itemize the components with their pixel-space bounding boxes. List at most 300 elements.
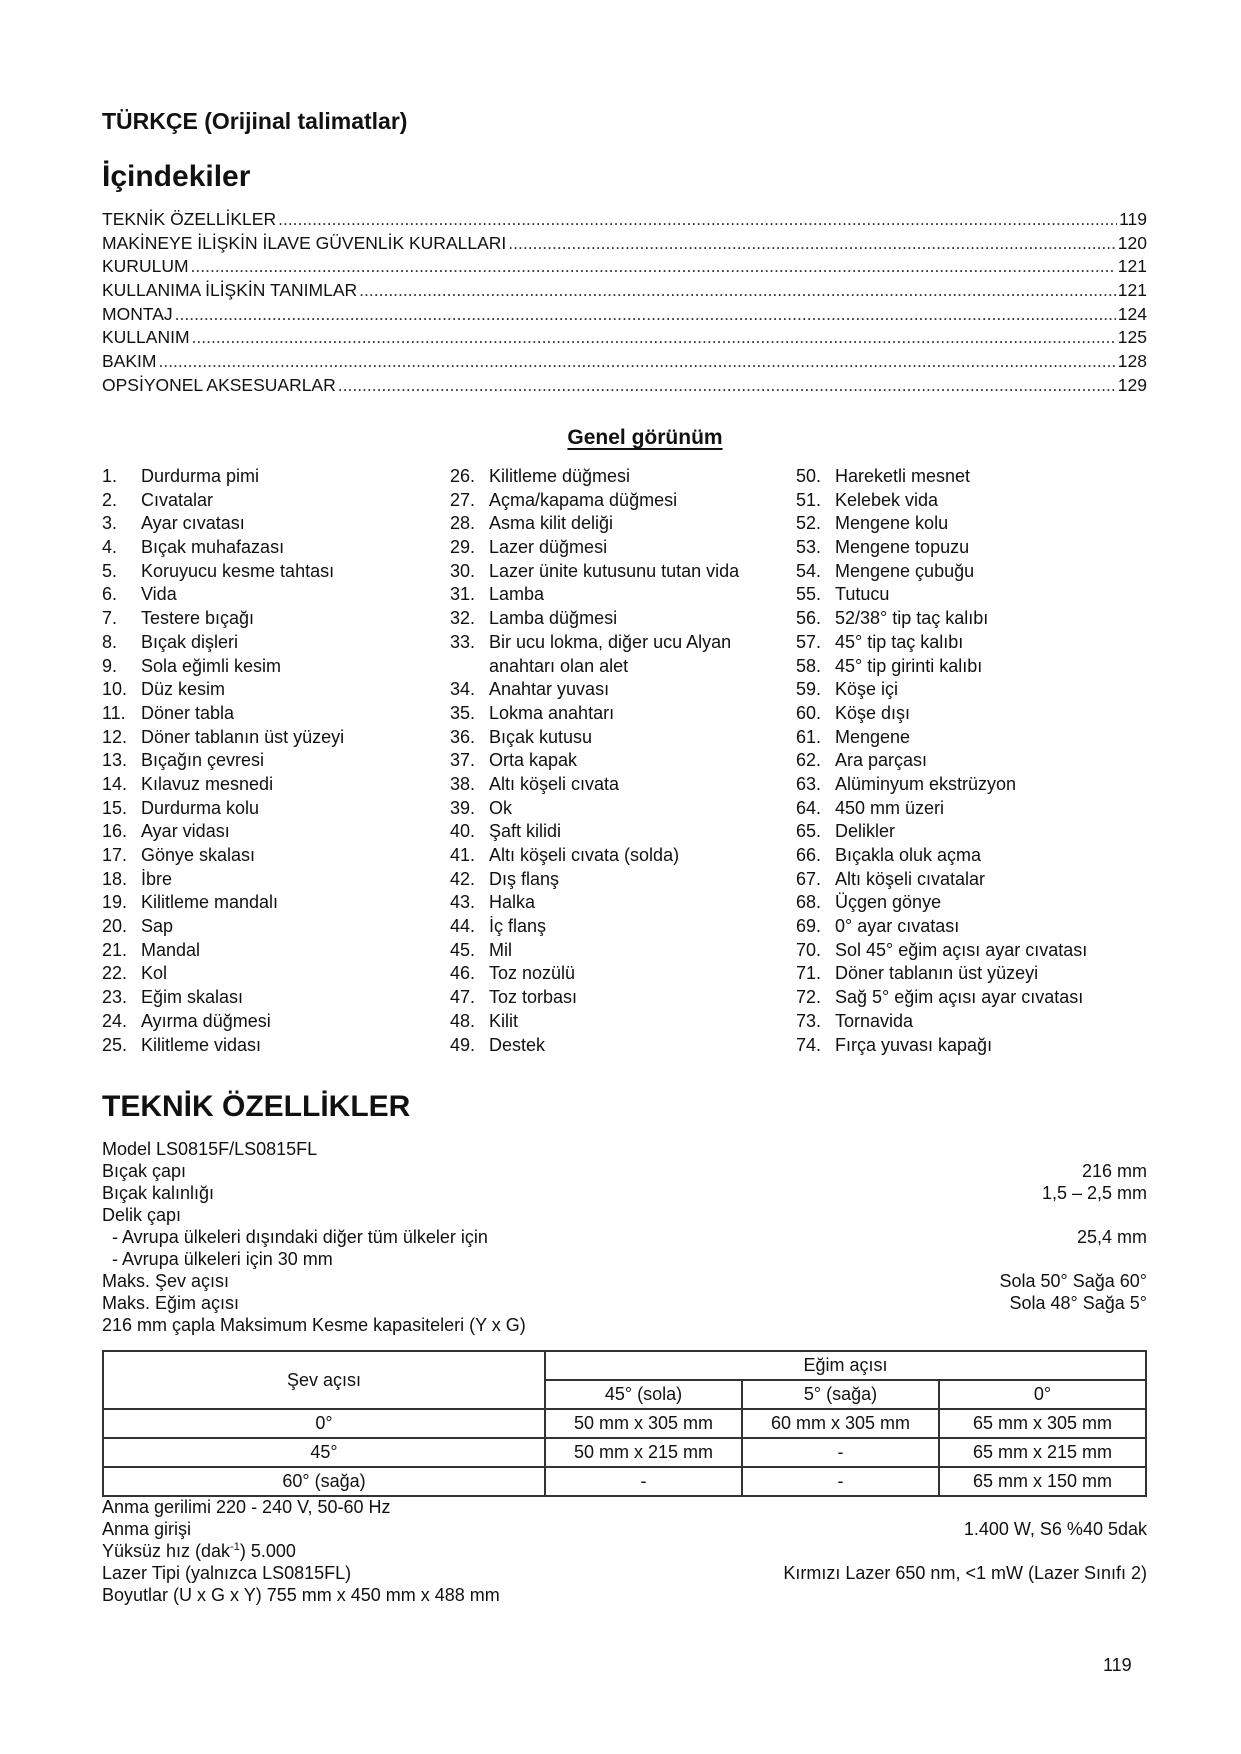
part-list-item [796, 939, 1087, 963]
part-name: Ok [489, 797, 513, 818]
part-list-item [102, 678, 344, 702]
part-name: 450 mm üzeri [835, 797, 945, 818]
spec-label: - Avrupa ülkeleri için 30 mm [112, 1249, 333, 1269]
part-name: Sağ 5° eğim açısı ayar cıvatası [835, 987, 1084, 1008]
part-name: Eğim skalası [141, 987, 244, 1008]
toc-entry[interactable] [102, 279, 1147, 303]
part-list-item [450, 844, 759, 868]
part-number: 17. [102, 845, 128, 865]
part-list-item [796, 749, 1087, 773]
part-name: Kilit [489, 1010, 519, 1031]
part-name: Mengene topuzu [835, 537, 970, 558]
part-number: 36. [450, 726, 476, 747]
part-name: Mengene kolu [835, 513, 949, 534]
part-name: Lazer ünite kutusunu tutan vida [489, 560, 740, 581]
part-number: 47. [450, 987, 476, 1008]
part-list-item [450, 986, 759, 1010]
part-name: Ayar cıvatası [141, 513, 245, 534]
part-name: Bir ucu lokma, diğer ucu Alyan anahtarı olan alet [489, 631, 732, 676]
part-number: 19. [102, 892, 128, 913]
part-list-item [102, 868, 344, 892]
part-list-item [102, 536, 344, 560]
part-number: 35. [450, 702, 476, 723]
part-list-item [450, 773, 759, 797]
part-number: 28. [450, 513, 476, 534]
page-number: 119 [1103, 1655, 1132, 1675]
part-number: 4. [102, 537, 118, 558]
part-list-item [450, 797, 759, 821]
part-name: Bıçak muhafazası [141, 537, 285, 558]
part-name: Bıçağın çevresi [141, 750, 265, 771]
part-number: 10. [102, 679, 128, 700]
part-name: Testere bıçağı [141, 608, 255, 629]
part-name: Mandal [141, 939, 201, 960]
part-name: Kılavuz mesnedi [141, 773, 274, 794]
part-number: 69. [796, 916, 822, 937]
part-number: 54. [796, 560, 822, 581]
part-name: Sol 45° eğim açısı ayar cıvatası [835, 939, 1088, 960]
part-name: Mil [489, 939, 512, 960]
toc-entry-page: 120 [1117, 232, 1147, 253]
part-number: 11. [102, 702, 126, 723]
spec-blade-thickness [102, 1182, 1147, 1204]
parts-list-column-1 [102, 465, 344, 1057]
toc-leader [191, 255, 1116, 278]
general-view-title [0, 426, 1241, 450]
spec-value: 1,5 – 2,5 mm [1041, 1183, 1147, 1203]
part-list-item [102, 939, 344, 963]
toc-entry-page: 121 [1117, 256, 1147, 277]
part-name: Ara parçası [835, 750, 928, 771]
part-list-item [102, 820, 344, 844]
spec-value: Sola 48° Sağa 5° [1009, 1293, 1147, 1313]
part-name: Lokma anahtarı [489, 702, 615, 723]
bevel-col-header: 45° (sola) [545, 1380, 742, 1409]
spec-laser-type [102, 1562, 1147, 1584]
part-number: 46. [450, 963, 476, 984]
part-name: Tutucu [835, 584, 890, 605]
part-name: Kilitleme düğmesi [489, 466, 631, 486]
capacity-cell: 65 mm x 150 mm [939, 1467, 1146, 1496]
part-number: 49. [450, 1034, 476, 1055]
part-list-item [796, 560, 1087, 584]
part-list-item [102, 986, 344, 1010]
spec-label [102, 1540, 296, 1562]
part-list-item [796, 1010, 1087, 1034]
part-number: 70. [796, 939, 822, 960]
part-list-item [796, 631, 1087, 655]
toc-entry-page: 128 [1117, 351, 1147, 372]
part-list-item [450, 868, 759, 892]
part-list-item [102, 560, 344, 584]
part-number: 21. [102, 939, 128, 960]
toc-entry[interactable] [102, 350, 1147, 374]
part-name: Fırça yuvası kapağı [835, 1034, 993, 1055]
part-number: 60. [796, 702, 822, 723]
part-number: 37. [450, 750, 476, 771]
part-number: 8. [102, 631, 118, 652]
part-list-item [796, 536, 1087, 560]
part-list-item [102, 655, 344, 679]
part-name: Ayar vidası [141, 821, 230, 842]
spec-dimensions [102, 1584, 1147, 1606]
toc-entry[interactable] [102, 326, 1147, 350]
part-name: Lazer düğmesi [489, 537, 608, 558]
toc-entry-label: OPSİYONEL AKSESUARLAR [102, 374, 336, 395]
part-name: Destek [489, 1034, 546, 1055]
part-number: 57. [796, 631, 822, 652]
part-name: Delikler [835, 821, 896, 842]
part-name: 0° ayar cıvatası [835, 916, 960, 937]
part-name: Lamba [489, 584, 545, 605]
part-number: 44. [450, 916, 476, 937]
part-number: 52. [796, 513, 822, 534]
spec-label: Boyutlar (U x G x Y) 755 mm x 450 mm x 488 mm [102, 1585, 500, 1605]
capacity-cell: - [742, 1467, 939, 1496]
part-name: Mengene çubuğu [835, 560, 975, 581]
spec-model [102, 1138, 1147, 1160]
part-number: 14. [102, 773, 128, 794]
part-number: 15. [102, 797, 128, 818]
part-list-item [796, 678, 1087, 702]
part-list-item [102, 465, 344, 489]
toc-entry[interactable] [102, 374, 1147, 398]
part-list-item [102, 1034, 344, 1058]
part-name: Hareketli mesnet [835, 466, 971, 486]
part-name: Kol [141, 963, 168, 984]
bevel-col-header: 5° (sağa) [742, 1380, 939, 1409]
part-name: Kelebek vida [835, 489, 939, 510]
capacity-cell: 60 mm x 305 mm [742, 1409, 939, 1438]
part-number: 58. [796, 655, 822, 676]
part-number: 50. [796, 466, 822, 486]
part-list-item [102, 962, 344, 986]
part-number: 74. [796, 1034, 822, 1055]
toc-entry-label: BAKIM [102, 351, 157, 372]
part-number: 25. [102, 1034, 128, 1055]
part-number: 27. [450, 489, 476, 510]
part-number: 7. [102, 608, 118, 629]
part-list-item [796, 489, 1087, 513]
part-number: 39. [450, 797, 476, 818]
part-number: 62. [796, 750, 822, 771]
part-list-item [450, 536, 759, 560]
toc-entry[interactable] [102, 303, 1147, 327]
part-name: Vida [141, 584, 177, 605]
toc-entry-page: 124 [1117, 303, 1147, 324]
parts-list-column-3 [796, 465, 1087, 1057]
part-name: Mengene [835, 726, 911, 747]
part-list-item [450, 583, 759, 607]
part-list-item [796, 820, 1087, 844]
part-list-item [102, 726, 344, 750]
part-name: Toz torbası [489, 987, 578, 1008]
part-name: Ayırma düğmesi [141, 1010, 271, 1031]
part-number: 18. [102, 868, 128, 889]
miter-cell: 60° (sağa) [103, 1467, 545, 1496]
capacity-cell: 65 mm x 305 mm [939, 1409, 1146, 1438]
part-name: Kilitleme mandalı [141, 892, 279, 913]
part-name: Alüminyum ekstrüzyon [835, 773, 1017, 794]
part-number: 30. [450, 560, 476, 581]
part-list-item [796, 655, 1087, 679]
part-list-item [102, 607, 344, 631]
part-name: Bıçakla oluk açma [835, 845, 982, 865]
part-name: Anahtar yuvası [489, 679, 610, 700]
miter-angle-header: Şev açısı [103, 1351, 545, 1409]
part-name: Altı köşeli cıvatalar [835, 868, 986, 889]
part-number: 26. [450, 466, 476, 486]
part-name: Dış flanş [489, 868, 560, 889]
part-list-item [796, 726, 1087, 750]
toc-entry-page: 125 [1117, 327, 1147, 348]
spec-rated-voltage [102, 1496, 1147, 1518]
part-name: Durdurma kolu [141, 797, 260, 818]
toc-title: İçindekiler [102, 160, 251, 193]
part-number: 31. [450, 584, 476, 605]
part-list-item [450, 1034, 759, 1058]
part-number: 2. [102, 489, 118, 510]
part-list-item [796, 465, 1087, 489]
spec-blade-diameter [102, 1160, 1147, 1182]
toc-entry-page: 119 [1119, 209, 1147, 229]
spec-value: Sola 50° Sağa 60° [999, 1271, 1147, 1291]
part-name: Köşe dışı [835, 702, 911, 723]
part-number: 22. [102, 963, 128, 984]
part-number: 61. [796, 726, 822, 747]
part-list-item [102, 512, 344, 536]
part-list-item [796, 868, 1087, 892]
part-name: Altı köşeli cıvata (solda) [489, 845, 680, 866]
part-name: 52/38° tip taç kalıbı [835, 608, 989, 629]
part-name: Açma/kapama düğmesi [489, 489, 678, 510]
part-list-item [102, 797, 344, 821]
spec-label: - Avrupa ülkeleri dışındaki diğer tüm ülkeler için [112, 1227, 488, 1247]
bevel-angle-header: Eğim açısı [545, 1351, 1146, 1380]
part-list-item [450, 726, 759, 750]
table-row [103, 1409, 1146, 1438]
part-number: 65. [796, 821, 822, 842]
part-number: 40. [450, 821, 476, 842]
part-list-item [796, 891, 1087, 915]
spec-hole-other [112, 1226, 1147, 1248]
capacity-cell: - [742, 1438, 939, 1467]
toc-entry[interactable] [102, 255, 1147, 279]
part-number: 67. [796, 868, 822, 889]
table-header-row [103, 1351, 1146, 1380]
speed-label-post: ) 5.000 [239, 1541, 296, 1561]
part-number: 45. [450, 939, 476, 960]
part-list-item [450, 749, 759, 773]
part-list-item [102, 891, 344, 915]
part-number: 55. [796, 584, 822, 605]
bevel-col-header: 0° [939, 1380, 1146, 1409]
spec-value: 216 mm [1081, 1161, 1147, 1181]
table-row [103, 1438, 1146, 1467]
part-number: 72. [796, 987, 822, 1008]
part-number: 56. [796, 608, 822, 629]
part-number: 38. [450, 773, 476, 794]
toc-entry[interactable] [102, 208, 1147, 232]
part-number: 51. [796, 489, 822, 510]
part-list-item [450, 1010, 759, 1034]
spec-rated-input [102, 1518, 1147, 1540]
part-name: Sola eğimli kesim [141, 655, 282, 676]
part-name: Döner tablanın üst yüzeyi [141, 726, 345, 747]
part-list-item [450, 465, 759, 489]
part-list-item [102, 631, 344, 655]
part-list-item [102, 1010, 344, 1034]
part-list-item [102, 583, 344, 607]
part-number: 48. [450, 1010, 476, 1031]
spec-value: 1.400 W, S6 %40 5dak [963, 1519, 1147, 1539]
parts-list-column-2 [450, 465, 759, 1057]
part-name: Bıçak kutusu [489, 726, 593, 747]
part-name: Düz kesim [141, 679, 226, 700]
toc-entry-page: 121 [1117, 280, 1147, 301]
part-number: 53. [796, 537, 822, 558]
part-list-item [450, 820, 759, 844]
part-name: İç flanş [489, 916, 547, 937]
part-name: Orta kapak [489, 750, 578, 771]
toc-leader [158, 350, 1115, 373]
part-list-item [102, 773, 344, 797]
part-name: Döner tabla [141, 702, 235, 723]
part-list-item [796, 797, 1087, 821]
speed-unit-superscript: -1 [230, 1541, 240, 1553]
part-list-item [450, 702, 759, 726]
table-of-contents [102, 208, 1147, 398]
spec-label: Maks. Eğim açısı [102, 1293, 240, 1313]
toc-entry-label: KULLANIMA İLİŞKİN TANIMLAR [102, 280, 358, 301]
part-number: 34. [450, 679, 476, 700]
part-list-item [450, 607, 759, 631]
part-number: 23. [102, 987, 128, 1008]
toc-entry[interactable] [102, 232, 1147, 256]
part-number: 13. [102, 750, 128, 771]
cutting-capacity-table [102, 1350, 1147, 1497]
toc-leader [175, 303, 1116, 326]
part-name: Köşe içi [835, 679, 899, 700]
part-list-item [796, 844, 1087, 868]
part-number: 42. [450, 868, 476, 889]
toc-entry-label: TEKNİK ÖZELLİKLER [102, 209, 277, 229]
part-name: 45° tip taç kalıbı [835, 631, 964, 652]
part-number: 20. [102, 916, 128, 937]
part-list-item [796, 702, 1087, 726]
part-number: 33. [450, 631, 476, 652]
part-list-item [450, 560, 759, 584]
miter-cell: 0° [103, 1409, 545, 1438]
part-number: 66. [796, 845, 822, 865]
part-list-item [796, 915, 1087, 939]
part-number: 73. [796, 1010, 822, 1031]
part-number: 12. [102, 726, 128, 747]
part-list-item [450, 678, 759, 702]
spec-no-load-speed [102, 1540, 1147, 1562]
part-number: 68. [796, 892, 822, 913]
part-list-item [450, 939, 759, 963]
part-name: 45° tip girinti kalıbı [835, 655, 983, 676]
part-name: Koruyucu kesme tahtası [141, 560, 335, 581]
miter-cell: 45° [103, 1438, 545, 1467]
part-number: 9. [102, 655, 118, 676]
part-name: Toz nozülü [489, 963, 576, 984]
part-number: 41. [450, 845, 476, 866]
part-number: 1. [102, 466, 118, 486]
part-number: 3. [102, 513, 118, 534]
capacity-cell: - [545, 1467, 742, 1496]
spec-label: Bıçak çapı [102, 1161, 187, 1181]
part-name: Sap [141, 916, 174, 937]
spec-value: Kırmızı Lazer 650 nm, <1 mW (Lazer Sınıfı 2) [783, 1563, 1147, 1583]
toc-leader [338, 374, 1116, 397]
part-list-item [796, 607, 1087, 631]
part-number: 32. [450, 608, 476, 629]
part-list-item [102, 702, 344, 726]
part-name: Halka [489, 892, 536, 913]
part-number: 5. [102, 560, 118, 581]
toc-leader [278, 208, 1117, 231]
part-list-item [450, 962, 759, 986]
spec-hole-europe [112, 1248, 1147, 1270]
part-number: 59. [796, 679, 822, 700]
part-list-item [450, 891, 759, 915]
part-name: Şaft kilidi [489, 821, 562, 842]
spec-label: Bıçak kalınlığı [102, 1183, 215, 1203]
spec-label: Delik çapı [102, 1205, 182, 1225]
spec-label: Anma girişi [102, 1519, 192, 1539]
part-number: 24. [102, 1010, 128, 1031]
spec-max-miter [102, 1270, 1147, 1292]
part-list-item [796, 512, 1087, 536]
toc-leader [192, 326, 1116, 349]
part-list-item [450, 631, 759, 678]
part-name: Üçgen gönye [835, 892, 942, 913]
toc-entry-label: KULLANIM [102, 327, 190, 348]
spec-hole-diameter [102, 1204, 1147, 1226]
part-list-item [450, 489, 759, 513]
toc-entry-label: MAKİNEYE İLİŞKİN İLAVE GÜVENLİK KURALLARI [102, 232, 507, 253]
spec-label: 216 mm çapla Maksimum Kesme kapasiteleri (Y x G) [102, 1315, 526, 1335]
part-list-item [450, 915, 759, 939]
speed-label-pre: Yüksüz hız (dak [102, 1541, 231, 1561]
capacity-cell: 50 mm x 305 mm [545, 1409, 742, 1438]
part-number: 6. [102, 584, 118, 605]
part-name: Döner tablanın üst yüzeyi [835, 963, 1039, 984]
spec-label: Maks. Şev açısı [102, 1271, 230, 1291]
part-list-item [796, 986, 1087, 1010]
part-name: İbre [141, 868, 173, 889]
toc-entry-page: 129 [1117, 374, 1147, 395]
part-list-item [102, 915, 344, 939]
general-view-title-text: Genel görünüm [567, 426, 723, 449]
specifications-title: TEKNİK ÖZELLİKLER [102, 1090, 411, 1123]
part-number: 43. [450, 892, 476, 913]
part-list-item [796, 583, 1087, 607]
part-name: Altı köşeli cıvata [489, 773, 620, 794]
spec-value: 25,4 mm [1076, 1227, 1147, 1247]
toc-entry-label: KURULUM [102, 256, 189, 277]
part-name: Kilitleme vidası [141, 1034, 262, 1055]
table-row [103, 1467, 1146, 1496]
part-list-item [796, 962, 1087, 986]
part-list-item [102, 749, 344, 773]
part-number: 71. [796, 963, 822, 984]
part-list-item [450, 512, 759, 536]
part-name: Gönye skalası [141, 845, 256, 865]
part-number: 16. [102, 821, 128, 842]
